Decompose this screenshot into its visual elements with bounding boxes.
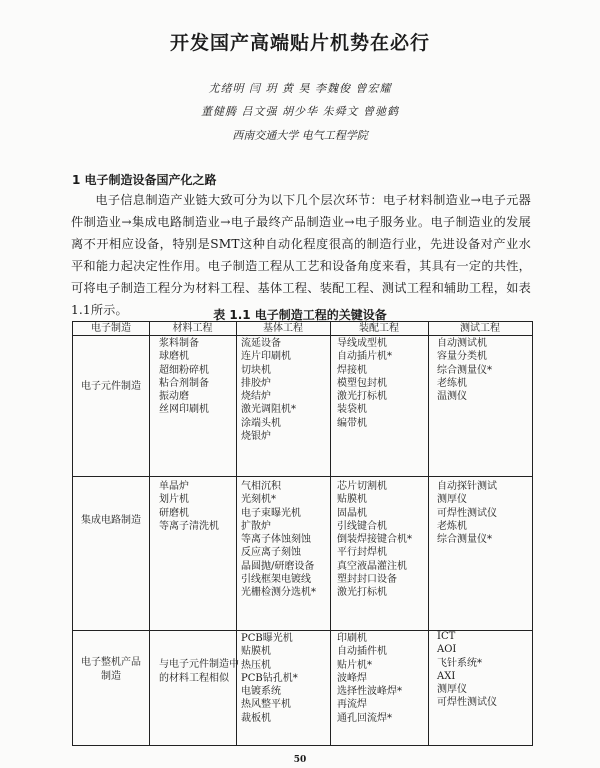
table-header-row bbox=[73, 322, 532, 336]
equipment-item: 划片机 bbox=[159, 494, 189, 506]
equipment-item: 球磨机 bbox=[159, 351, 189, 363]
equipment-item: 浆料制备 bbox=[159, 338, 199, 349]
equipment-item: 等离子清洗机 bbox=[159, 520, 219, 532]
equipment-item: 激光调阻机* bbox=[241, 404, 296, 416]
equipment-item: 烧结炉 bbox=[241, 391, 271, 403]
row-label-product-manufacturing: 电子整机产品制造 bbox=[81, 657, 141, 682]
cell-assembly-list bbox=[337, 632, 402, 725]
body-paragraph: 电子信息制造产业链大致可分为以下几个层次环节：电子材料制造业→电子元器件制造业→集成电路制造业→电子最终产品制造业→电子服务业。电子制造业的发展离不开相应设备，特别是SMT这种自动化程度很高的制造行业，先进设备对产业水平和能力起决定性作用。电子制造工程从工艺和设备角度来看，其具有一定的共性，可将电子制造工程分为材料工程、基体工程、装配工程、测试工程和辅助工程，如表1.1所示。 bbox=[71, 193, 531, 317]
cell-assembly-list bbox=[337, 480, 412, 600]
equipment-item: ICT bbox=[437, 631, 456, 642]
affiliation: 西南交通大学 电气工程学院 bbox=[232, 129, 368, 142]
equipment-item: PCB曝光机 bbox=[241, 633, 293, 644]
equipment-item: PCB钻孔机* bbox=[241, 672, 298, 684]
equipment-item: AOI bbox=[437, 644, 457, 656]
equipment-item: 倒装焊接键合机* bbox=[337, 534, 412, 546]
equipment-item: 综合测量仪* bbox=[437, 364, 492, 376]
equipment-item: 固晶机 bbox=[337, 507, 367, 519]
equipment-item: 老炼机 bbox=[437, 520, 467, 532]
equipment-item: AXI bbox=[437, 670, 456, 682]
equipment-item: 激光打标机 bbox=[337, 391, 387, 403]
equipment-item: 激光打标机 bbox=[337, 587, 387, 599]
equipment-item: 丝网印刷机 bbox=[159, 404, 209, 416]
cell-testing-list bbox=[437, 337, 492, 403]
header-electronic-manufacturing: 电子制造 bbox=[91, 323, 131, 334]
cell-material-list bbox=[159, 337, 209, 417]
equipment-item: 容量分类机 bbox=[437, 351, 487, 363]
equipment-item: 粘合剂制备 bbox=[159, 377, 209, 389]
section-heading: 1 电子制造设备国产化之路 bbox=[72, 173, 217, 187]
equipment-item: 可焊性测试仪 bbox=[437, 507, 497, 519]
table-caption: 表 1.1 电子制造工程的关键设备 bbox=[213, 308, 387, 322]
equipment-item: 裁板机 bbox=[241, 712, 271, 724]
equipment-item: 热风整平机 bbox=[241, 699, 291, 711]
equipment-item: 再流焊 bbox=[337, 699, 367, 711]
cell-assembly-list bbox=[337, 337, 392, 430]
equipment-item: 综合测量仪* bbox=[437, 534, 492, 546]
equipment-item: 自动测试机 bbox=[437, 338, 487, 349]
equipment-item: 的材料工程相似 bbox=[159, 673, 229, 684]
column-divider bbox=[149, 322, 150, 745]
column-divider bbox=[330, 322, 331, 745]
equipment-item: 印刷机 bbox=[337, 633, 367, 644]
equipment-item: 流延设备 bbox=[241, 338, 281, 349]
equipment-item: 塑封封口设备 bbox=[337, 574, 397, 586]
equipment-item: 光栅检测分选机* bbox=[241, 587, 316, 599]
equipment-item: 编带机 bbox=[337, 417, 367, 429]
equipment-item: 振动磨 bbox=[159, 391, 189, 403]
page-number: 50 bbox=[293, 755, 307, 765]
equipment-item: 单晶炉 bbox=[159, 481, 189, 492]
equipment-item: 反应离子刻蚀 bbox=[241, 547, 301, 559]
cell-material-list bbox=[159, 480, 219, 533]
equipment-item: 导线成型机 bbox=[337, 338, 387, 349]
equipment-item: 电子束曝光机 bbox=[241, 507, 301, 519]
header-material-engineering: 材料工程 bbox=[172, 323, 213, 334]
cell-substrate-list bbox=[241, 480, 316, 600]
equipment-item: 扩散炉 bbox=[241, 520, 271, 532]
equipment-item: 装袋机 bbox=[337, 404, 367, 416]
equipment-item: 贴膜机 bbox=[337, 494, 367, 506]
equipment-item: 热压机 bbox=[241, 659, 271, 671]
equipment-item: 等离子体蚀刻蚀 bbox=[241, 534, 311, 546]
equipment-item: 超细粉碎机 bbox=[159, 364, 209, 376]
equipment-item: 焊接机 bbox=[337, 364, 367, 376]
cell-substrate-list bbox=[241, 337, 296, 443]
cell-testing-list bbox=[437, 630, 497, 710]
equipment-item: 测厚仪 bbox=[437, 494, 467, 506]
equipment-item: 芯片切割机 bbox=[337, 481, 387, 492]
equipment-table bbox=[72, 321, 533, 746]
equipment-item: 烧银炉 bbox=[241, 431, 271, 443]
equipment-item: 贴片机* bbox=[337, 659, 372, 671]
equipment-item: 与电子元件制造中 bbox=[159, 659, 239, 670]
equipment-item: 测厚仪 bbox=[437, 684, 467, 696]
equipment-item: 涂端头机 bbox=[241, 417, 281, 429]
equipment-item: 电镀系统 bbox=[241, 686, 281, 698]
equipment-item: 温测仪 bbox=[437, 391, 467, 403]
equipment-item: 老练机 bbox=[437, 377, 467, 389]
author-list-line-2: 董健腾 吕文强 胡少华 朱舜文 曾驰鹤 bbox=[201, 105, 399, 118]
equipment-item: 选择性波峰焊* bbox=[337, 686, 402, 698]
equipment-item: 切块机 bbox=[241, 364, 271, 376]
equipment-item: 研磨机 bbox=[159, 507, 189, 519]
equipment-item: 气相沉积 bbox=[241, 481, 281, 492]
paper-title: 开发国产高端贴片机势在必行 bbox=[169, 32, 430, 54]
equipment-item: 平行封焊机 bbox=[337, 547, 387, 559]
author-list-line-1: 尤绪明 闫 玥 黄 昊 李魏俊 曾宏耀 bbox=[208, 82, 392, 95]
equipment-item: 引线框架电镀线 bbox=[241, 574, 311, 586]
equipment-item: 自动插件机 bbox=[337, 646, 387, 658]
equipment-item: 晶圆抛/研磨设备 bbox=[241, 560, 315, 572]
header-testing-engineering: 测试工程 bbox=[460, 323, 500, 334]
header-assembly-engineering: 装配工程 bbox=[359, 323, 399, 334]
equipment-item: 连片印刷机 bbox=[241, 351, 291, 363]
equipment-item: 可焊性测试仪 bbox=[437, 697, 497, 709]
row-label-ic-manufacturing: 集成电路制造 bbox=[81, 515, 141, 526]
equipment-item: 光刻机* bbox=[241, 494, 276, 506]
row-label-component-manufacturing: 电子元件制造 bbox=[81, 381, 141, 392]
cell-material-list bbox=[159, 658, 239, 686]
equipment-item: 真空液晶灌注机 bbox=[337, 560, 407, 572]
equipment-item: 排胶炉 bbox=[241, 377, 271, 389]
equipment-item: 自动探针测试 bbox=[437, 481, 497, 492]
equipment-item: 飞针系统* bbox=[437, 657, 482, 669]
equipment-item: 通孔回流焊* bbox=[337, 712, 392, 724]
equipment-item: 波峰焊 bbox=[337, 672, 367, 684]
cell-testing-list bbox=[437, 480, 497, 546]
equipment-item: 模塑包封机 bbox=[337, 377, 387, 389]
equipment-item: 引线键合机 bbox=[337, 520, 387, 532]
equipment-item: 自动插片机* bbox=[337, 351, 392, 363]
header-substrate-engineering: 基体工程 bbox=[263, 323, 303, 334]
cell-substrate-list bbox=[241, 632, 298, 725]
column-divider bbox=[428, 322, 429, 745]
row-divider bbox=[73, 476, 532, 477]
equipment-item: 贴膜机 bbox=[241, 646, 271, 658]
